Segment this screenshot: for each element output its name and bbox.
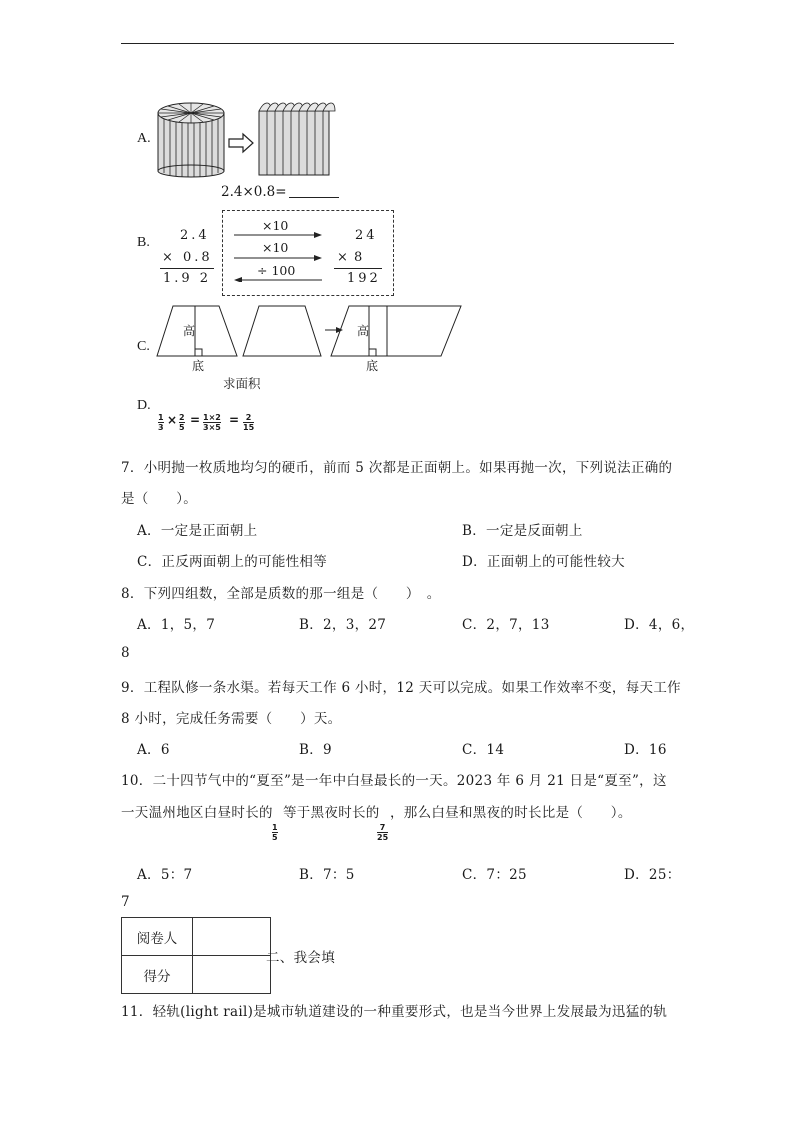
fraction-den: 25 xyxy=(377,833,389,842)
fraction-den: 5 xyxy=(272,833,278,842)
q10-option-c: C．7：25 xyxy=(462,867,527,883)
fraction-2-5 xyxy=(179,413,185,432)
equals-sign: = xyxy=(229,413,240,427)
grader-label: 阅卷人 xyxy=(122,918,193,956)
q9-stem-line1: 9．工程队修一条水渠。若每天工作 6 小时，12 天可以完成。如果工作效率不变，每天工作 xyxy=(121,680,681,696)
fraction-den: 3×5 xyxy=(203,423,221,432)
q9-stem-line2: 8 小时，完成任务需要（ ）天。 xyxy=(121,711,342,727)
right-calc-row2: × 8 xyxy=(337,250,364,265)
arrow3-label: ÷ 100 xyxy=(257,263,296,278)
arrow2-label: ×10 xyxy=(262,240,289,255)
caption-area: 求面积 xyxy=(223,376,261,391)
fraction-num: 2 xyxy=(179,413,185,422)
q10-stem-line1: 10．二十四节气中的“夏至”是一年中白昼最长的一天。2023 年 6 月 21 日是“夏至”，这 xyxy=(121,773,667,789)
left-calc-rule xyxy=(160,268,214,269)
fraction-1x2-3x5 xyxy=(203,413,221,432)
right-calc-result: 192 xyxy=(347,271,381,286)
option-a-label: A. xyxy=(137,131,151,146)
fraction-num: 7 xyxy=(379,823,386,832)
q7-option-c: C．正反两面朝上的可能性相等 xyxy=(137,554,328,570)
times-sign: × xyxy=(167,413,178,427)
right-calc-rule xyxy=(334,268,382,269)
height-label-2: 高 xyxy=(357,324,370,338)
option-d-label: D. xyxy=(137,398,151,413)
fraction-2-15 xyxy=(243,413,254,432)
left-calc-row2: × 0.8 xyxy=(162,250,213,265)
fraction-den: 3 xyxy=(158,423,164,432)
fraction-num: 1 xyxy=(272,823,278,832)
q10-option-b: B．7：5 xyxy=(299,867,355,883)
q7-stem-line1: 7．小明抛一枚质地均匀的硬币，前而 5 次都是正面朝上。如果再抛一次，下列说法正确的 xyxy=(121,460,673,476)
q8-option-a: A．1，5，7 xyxy=(137,617,216,633)
section-2-heading: 二、我会填 xyxy=(266,950,335,966)
left-calc-result: 1.9 2 xyxy=(163,271,212,286)
fraction-1-3 xyxy=(158,413,164,432)
trapezoid-figures xyxy=(155,300,470,360)
score-cell[interactable] xyxy=(193,956,271,994)
grader-cell[interactable] xyxy=(193,918,271,956)
q7-stem-line2: 是（ ）。 xyxy=(121,491,198,507)
q10-fraction-1-5 xyxy=(272,823,278,842)
q7-option-d: D．正面朝上的可能性较大 xyxy=(462,554,625,570)
header-rule xyxy=(121,43,674,44)
fraction-num: 2 xyxy=(245,413,252,422)
base-label-1: 底 xyxy=(192,359,205,373)
base-label-2: 底 xyxy=(366,359,379,373)
fraction-den: 15 xyxy=(243,423,255,432)
arrow1-label: ×10 xyxy=(262,218,289,233)
equals-sign: = xyxy=(190,413,201,427)
q10-option-d: D．25： xyxy=(624,867,681,883)
q9-option-c: C．14 xyxy=(462,742,505,758)
score-table xyxy=(121,917,271,994)
fraction-num: 1 xyxy=(158,413,164,422)
q11-stem-line1: 11．轻轨(light rail)是城市轨道建设的一种重要形式，也是当今世界上发展最为迅猛的轨 xyxy=(121,1004,668,1020)
left-calc-row1: 2.4 xyxy=(180,228,210,243)
score-label: 得分 xyxy=(122,956,193,994)
fraction-num: 1×2 xyxy=(203,413,221,422)
q10-stem-line2b: 等于黑夜时长的 xyxy=(283,805,380,821)
q7-option-a: A．一定是正面朝上 xyxy=(137,523,258,539)
q7-option-b: B．一定是反面朝上 xyxy=(462,523,583,539)
q10-stem-line2c: ，那么白昼和黑夜的时长比是（ ）。 xyxy=(390,805,632,821)
fraction-den: 5 xyxy=(179,423,185,432)
q8-option-c: C．2，7，13 xyxy=(462,617,550,633)
cylinder-to-prism-figure xyxy=(155,99,345,179)
option-c-label: C. xyxy=(137,339,150,354)
q10-option-a: A．5：7 xyxy=(137,867,193,883)
q9-option-d: D．16 xyxy=(624,742,667,758)
option-b-equation: 2.4×0.8= xyxy=(221,184,287,200)
q10-stem-line2a: 一天温州地区白昼时长的 xyxy=(121,805,273,821)
q8-option-d-cont: 8 xyxy=(121,645,130,661)
answer-blank xyxy=(289,197,339,198)
q10-option-d-cont: 7 xyxy=(121,894,130,910)
q8-option-d: D．4，6， xyxy=(624,617,695,633)
q9-option-b: B．9 xyxy=(299,742,332,758)
conversion-arrows xyxy=(232,230,324,282)
height-label-1: 高 xyxy=(183,324,196,338)
q8-stem: 8．下列四组数，全部是质数的那一组是（ ） 。 xyxy=(121,586,441,602)
q8-option-b: B．2，3，27 xyxy=(299,617,387,633)
option-b-label: B. xyxy=(137,235,150,250)
q10-fraction-7-25 xyxy=(377,823,388,842)
right-calc-row1: 24 xyxy=(355,228,378,243)
q9-option-a: A．6 xyxy=(137,742,170,758)
